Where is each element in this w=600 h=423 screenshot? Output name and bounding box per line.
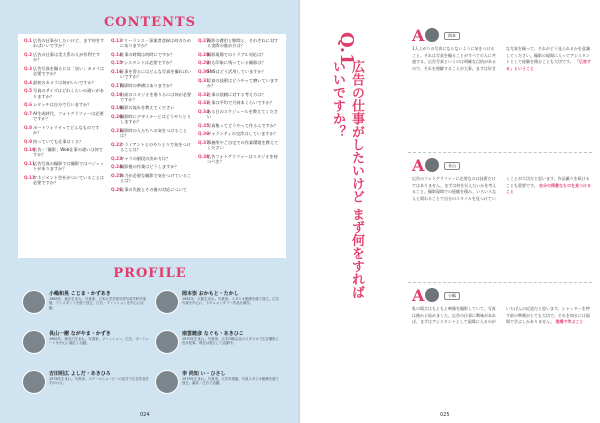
contents-item[interactable]: Q.22 クライアントとのやりとりで気をつけることは？: [111, 141, 191, 153]
right-page: [300, 0, 600, 423]
contents-item[interactable]: Q.34 ある日のスケジュールを教えてください: [198, 108, 278, 120]
profile-title: PROFILE: [113, 266, 187, 281]
answer-mark: A: [412, 26, 425, 45]
contents-item[interactable]: Q.29 最も印象に残っている撮影は？: [198, 60, 266, 66]
contents-item[interactable]: Q.19 撮影の流れを教えてください: [111, 105, 175, 111]
contents-item[interactable]: Q.4 最初のカメラは何がいいですか？: [24, 79, 96, 85]
left-page-number: 024: [140, 412, 150, 418]
contents-item[interactable]: Q.17 撮影時の準備はありますか？: [111, 82, 175, 88]
contents-item[interactable]: Q.10 広告・「撮影」Web仕事の違いは何ですか？: [24, 147, 103, 158]
profile-entry: [22, 330, 152, 366]
answer-highlight: 「広告する」ということ: [506, 59, 591, 71]
contents-item[interactable]: Q.28 撮影現場でのトラブル対応は？: [198, 51, 266, 57]
answer-block: [408, 158, 596, 280]
question-number: Q.1: [336, 32, 357, 66]
divider: [408, 282, 592, 284]
photographer-avatar: [425, 288, 439, 302]
answer-mark: A: [412, 286, 425, 305]
contents-item[interactable]: Q.3 広告写真を撮るには「良い」カメラは必要ですか？: [24, 65, 105, 77]
contents-column-3: [198, 38, 280, 168]
profile-entry: [155, 370, 285, 406]
contents-item[interactable]: Q.31 写真の技術はどうやって磨いていますか？: [198, 77, 279, 88]
contents-column-1: [24, 38, 106, 189]
answer-block: [408, 28, 596, 150]
contents-column-2: [111, 38, 193, 195]
profile-bio: 1985年、東京生まれ。写真家。日本大学芸術学部写真学科卒業後、アシスタントを経て独立。広告・ファッションを中心に活動。: [49, 297, 146, 310]
answer-mark: A: [412, 156, 425, 175]
contents-item[interactable]: Q.6 レタッチは自分で行いますか？: [24, 102, 92, 108]
page-gutter: [298, 0, 302, 423]
avatar: [22, 330, 46, 354]
answer-header: [412, 156, 592, 175]
profile-name: 岡本崇 おかもと・たかし: [182, 291, 239, 297]
photographer-name: 岡本: [444, 32, 460, 40]
contents-item[interactable]: Q.30 SNSはどう活用していますか？: [198, 69, 266, 75]
profile-bio: 1978年生まれ。写真家。スチールとムービーの双方で広告作品を手がける。: [49, 377, 149, 386]
avatar: [155, 290, 179, 314]
contents-item[interactable]: Q.36 ギャランティの交渉はしていますか？: [198, 131, 278, 137]
contents-item[interactable]: Q.16 仕事を得るにはどんな写真を撮ればいいですか？: [111, 69, 192, 80]
photographer-name: 長山: [444, 162, 460, 170]
contents-item[interactable]: Q.23 ギャラの値段の決め方は？: [111, 155, 171, 161]
answer-text: 広告のフォトグラファーに必要なのは技術だけではありません。まずは何を伝えたいかを考えること。撮影現場での経験を積み、いろいろな人と関わることで自分のスタイルを見つけていくことが大切だと思います。作品撮りを続けることも重要です。 自分の得意なものを見つけること: [412, 176, 591, 201]
contents-item[interactable]: Q.25 体力が必要な撮影で気をつけていることは？: [111, 172, 192, 184]
contents-item[interactable]: Q.18 自前のスタジオを借りるには何が必要ですか？: [111, 91, 192, 102]
profile-name: 長山一樹 ながやま・かずき: [49, 331, 111, 337]
profile-entry: [22, 290, 152, 326]
answer-highlight: 自分の得意なものを見つけること: [506, 182, 591, 194]
profile-name: 南雲暁彦 なぐも・あきひこ: [182, 331, 244, 337]
profile-bio: 1982年、神奈川生まれ。写真家。ファッション、広告、ポートレートを中心に幅広く活動。: [49, 337, 149, 346]
contents-item[interactable]: Q.7 AI生成時代、フォトグラファーは必要ですか？: [24, 110, 104, 122]
profile-entry: [22, 370, 152, 406]
contents-item[interactable]: Q.37 事務所やご自宅での作業環境を教えてください: [198, 139, 279, 151]
contents-item[interactable]: Q.24 撮影後の作業はどうしますか？: [111, 164, 179, 170]
answer-block: [408, 288, 596, 410]
contents-item[interactable]: Q.13 フリーランス・事業者登録は何のためにありますか？: [111, 38, 191, 49]
right-page-number: 025: [440, 412, 450, 418]
question-heading: 広告の仕事がしたいけど まず何をすればいいですか？: [330, 60, 364, 299]
answer-text: 1人よがりの写真にならないように気をつけること。それは写真を撮ることがすべての人に共通する。広告写真というのは明確な目的があるので、それを理解することが大事。まずは好きな写真を撮って、それがどう見られるかを意識してください。撮影の現場に入ってアシスタントとして経験を積むことも大切です。 「広告する」ということ: [412, 46, 591, 71]
contents-item[interactable]: Q.21 撮影時の人たちへの気をつけることは？: [111, 127, 188, 139]
avatar: [155, 370, 179, 394]
contents-item[interactable]: Q.12 マネジメント会社がついていることは必要ですか？: [24, 174, 105, 186]
contents-item[interactable]: Q.2 広告の仕事は美大系の人が有利ですか？: [24, 51, 101, 63]
profile-bio: 1979年生まれ。写真家。大学卒業後、写真スタジオ勤務を経て独立。雑誌・広告で活躍。: [182, 377, 279, 386]
contents-item[interactable]: Q.1 広告の仕事がしたいけど、まず何をすればいいですか？: [24, 38, 105, 49]
answer-highlight: 現場で学ぶこと: [555, 319, 584, 324]
profile-name: 吉田明広 よしだ・あきひろ: [49, 371, 111, 377]
contents-item[interactable]: Q.20 撮影時にデザイナーとはどうやりとりしますか？: [111, 114, 191, 125]
profile-bio: 1981年、大阪生まれ。写真家。スタジオ勤務を経て独立。広告写真を中心に、ドキュメンタリー作品も制作。: [182, 297, 279, 306]
contents-item[interactable]: Q.33 仕事は平均で月何本くらいですか？: [198, 100, 275, 106]
contents-item[interactable]: Q.15 アシスタントは必要ですか？: [111, 60, 175, 66]
photographer-avatar: [425, 28, 439, 42]
answer-header: [412, 26, 592, 45]
avatar: [155, 330, 179, 354]
contents-item[interactable]: Q.8 ポートフォリオってどんなものですか？: [24, 124, 100, 135]
avatar: [22, 370, 46, 394]
contents-item[interactable]: Q.32 仕事の依頼に対する考え方は？: [198, 91, 266, 97]
answer-text: 私の場合はもともと映像を撮影していて、写真は後から始めました。広告の仕事に興味があれば、まずはアシスタントとして現場に入るのがいちばんの近道だと思います。シャッターを押す前の準備がとても大切で、それを知るには現場で学ぶしかありません。 現場で学ぶこと: [412, 306, 590, 324]
profile-entry: [155, 290, 285, 326]
contents-item[interactable]: Q.35 写真集ってどうやって作るんですか？: [198, 122, 279, 128]
contents-item[interactable]: Q.26 仕事の失敗とその後の対応について: [111, 186, 187, 192]
avatar: [22, 290, 46, 314]
profile-bio: 1970年生まれ。写真家。大手印刷会社のスタジオで広告撮影に長年従事。現在は独立して活動中。: [182, 337, 279, 346]
answer-header: [412, 286, 592, 305]
contents-item[interactable]: Q.38 広告フォトグラファーはスタジオを持つべき？: [198, 153, 278, 165]
contents-item[interactable]: Q.5 写真のサイズはどれくらいの違いがありますか？: [24, 88, 104, 99]
contents-item[interactable]: Q.9 持っていても仕事はくる？: [24, 138, 84, 144]
contents-item[interactable]: Q.11 広告写真の撮影では撮影ではバジェットがありますか？: [24, 161, 105, 172]
profile-name: 小嶋和晃 こじま・かずあき: [49, 291, 111, 297]
divider: [408, 152, 592, 154]
contents-item[interactable]: Q.14 仕事の時間は何時にですか？: [111, 51, 175, 57]
profile-entry: [155, 330, 285, 366]
contents-box: [18, 34, 286, 258]
profile-name: 李 尚知 い・ひさし: [182, 371, 226, 377]
photographer-name: 小嶋: [444, 292, 460, 300]
contents-title: CONTENTS: [103, 15, 197, 30]
photographer-avatar: [425, 158, 439, 172]
contents-item[interactable]: Q.27 撮影の費用と期間と、それぞれに対する実際の進め方は？: [198, 38, 279, 49]
